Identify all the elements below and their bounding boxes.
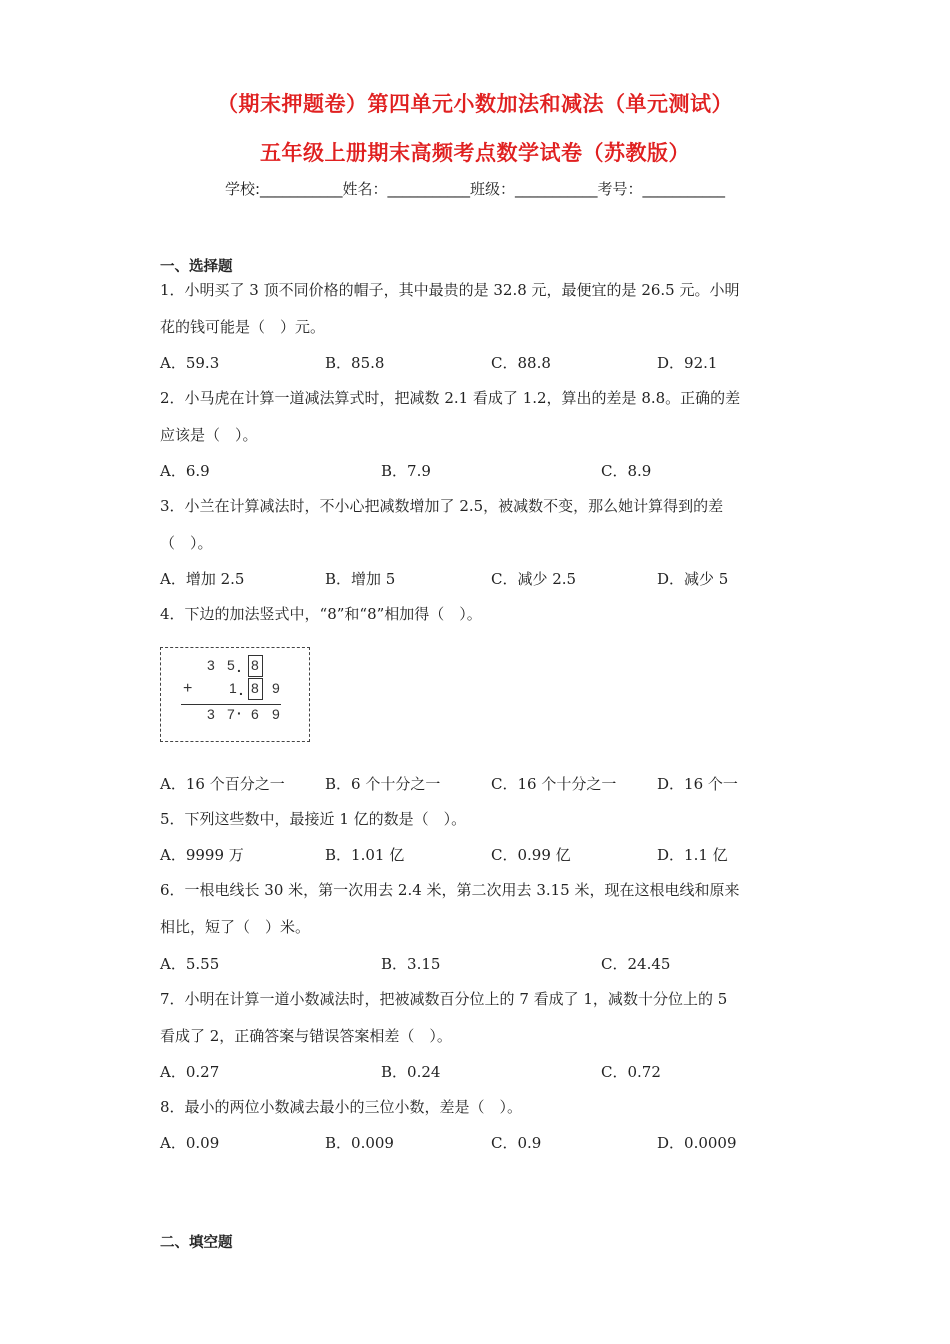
- plus-sign: +: [183, 680, 193, 697]
- question-3-option-c: C．减少 2.5: [491, 570, 577, 588]
- section-heading-fill: 二、填空题: [160, 1235, 233, 1251]
- question-7-option-b: B．0.24: [381, 1063, 441, 1081]
- figure-digit: 3: [207, 657, 215, 673]
- figure-decimal-point: .: [237, 659, 241, 675]
- figure-digit-highlighted: 8: [251, 657, 259, 673]
- exam-title-line1: （期末押题卷）第四单元小数加法和减法（单元测试）: [217, 92, 733, 116]
- question-3-text-cont: （ ）。: [160, 534, 213, 552]
- question-4-option-d: D．16 个一: [657, 775, 738, 793]
- figure-digit: 9: [272, 680, 280, 696]
- figure-decimal-point: .: [239, 682, 243, 698]
- question-7-text: 7．小明在计算一道小数减法时，把被减数百分位上的 7 看成了 1，减数十分位上的 5: [160, 990, 728, 1008]
- question-1-option-c: C．88.8: [491, 354, 551, 372]
- question-6-text: 6．一根电线长 30 米，第一次用去 2.4 米，第二次用去 3.15 米，现在这根电线和原来: [160, 881, 740, 899]
- question-8-option-a: A．0.09: [160, 1134, 220, 1152]
- student-info-line: 学校:___________姓名：___________班级：___________考号：___________: [224, 180, 726, 198]
- question-6-option-b: B．3.15: [381, 955, 441, 973]
- question-4-option-b: B．6 个十分之一: [325, 775, 441, 793]
- figure-digit: 5: [227, 657, 235, 673]
- question-2-text: 2．小马虎在计算一道减法算式时，把减数 2.1 看成了 1.2，算出的差是 8.8。正确的差: [160, 389, 741, 407]
- question-3-option-b: B．增加 5: [325, 570, 396, 588]
- question-6-text-cont: 相比，短了（ ）米。: [160, 918, 311, 936]
- question-3-option-a: A．增加 2.5: [160, 570, 245, 588]
- figure-digit: 3: [207, 706, 215, 722]
- question-1-option-d: D．92.1: [657, 354, 718, 372]
- question-1-text: 1．小明买了 3 顶不同价格的帽子，其中最贵的是 32.8 元，最便宜的是 26.5 元。小明: [160, 281, 740, 299]
- question-5-option-a: A．9999 万: [160, 846, 244, 864]
- question-3-option-d: D．减少 5: [657, 570, 729, 588]
- exam-title-line2: 五年级上册期末高频考点数学试卷（苏教版）: [260, 141, 690, 165]
- question-5-option-d: D．1.1 亿: [657, 846, 728, 864]
- question-1-option-b: B．85.8: [325, 354, 385, 372]
- figure-digit: 9: [272, 706, 280, 722]
- figure-digit-highlighted: 8: [251, 680, 259, 696]
- question-7-option-a: A．0.27: [160, 1063, 220, 1081]
- vertical-addition-figure: [160, 647, 310, 742]
- question-6-option-c: C．24.45: [601, 955, 671, 973]
- question-4-text: 4．下边的加法竖式中，“8”和“8”相加得（ ）。: [160, 605, 482, 623]
- question-8-text: 8．最小的两位小数减去最小的三位小数，差是（ ）。: [160, 1098, 523, 1116]
- question-4-option-a: A．16 个百分之一: [160, 775, 285, 793]
- question-8-option-d: D．0.0009: [657, 1134, 737, 1152]
- question-1-option-a: A．59.3: [160, 354, 220, 372]
- question-6-option-a: A．5.55: [160, 955, 220, 973]
- question-8-option-b: B．0.009: [325, 1134, 394, 1152]
- section-heading-choice: 一、选择题: [160, 259, 233, 275]
- figure-decimal-point: ·: [237, 705, 242, 721]
- question-7-option-c: C．0.72: [601, 1063, 661, 1081]
- question-5-option-c: C．0.99 亿: [491, 846, 571, 864]
- question-2-option-c: C．8.9: [601, 462, 652, 480]
- figure-digit: 7: [227, 706, 235, 722]
- figure-digit: 6: [251, 706, 259, 722]
- question-2-text-cont: 应该是（ ）。: [160, 426, 258, 444]
- question-2-option-a: A．6.9: [160, 462, 210, 480]
- question-5-option-b: B．1.01 亿: [325, 846, 405, 864]
- question-2-option-b: B．7.9: [381, 462, 431, 480]
- question-7-text-cont: 看成了 2，正确答案与错误答案相差（ ）。: [160, 1027, 452, 1045]
- question-3-text: 3．小兰在计算减法时，不小心把减数增加了 2.5，被减数不变，那么她计算得到的差: [160, 497, 724, 515]
- question-8-option-c: C．0.9: [491, 1134, 542, 1152]
- question-5-text: 5．下列这些数中，最接近 1 亿的数是（ ）。: [160, 810, 467, 828]
- question-1-text-cont: 花的钱可能是（ ）元。: [160, 318, 326, 336]
- figure-digit: 1: [229, 680, 237, 696]
- question-4-option-c: C．16 个十分之一: [491, 775, 617, 793]
